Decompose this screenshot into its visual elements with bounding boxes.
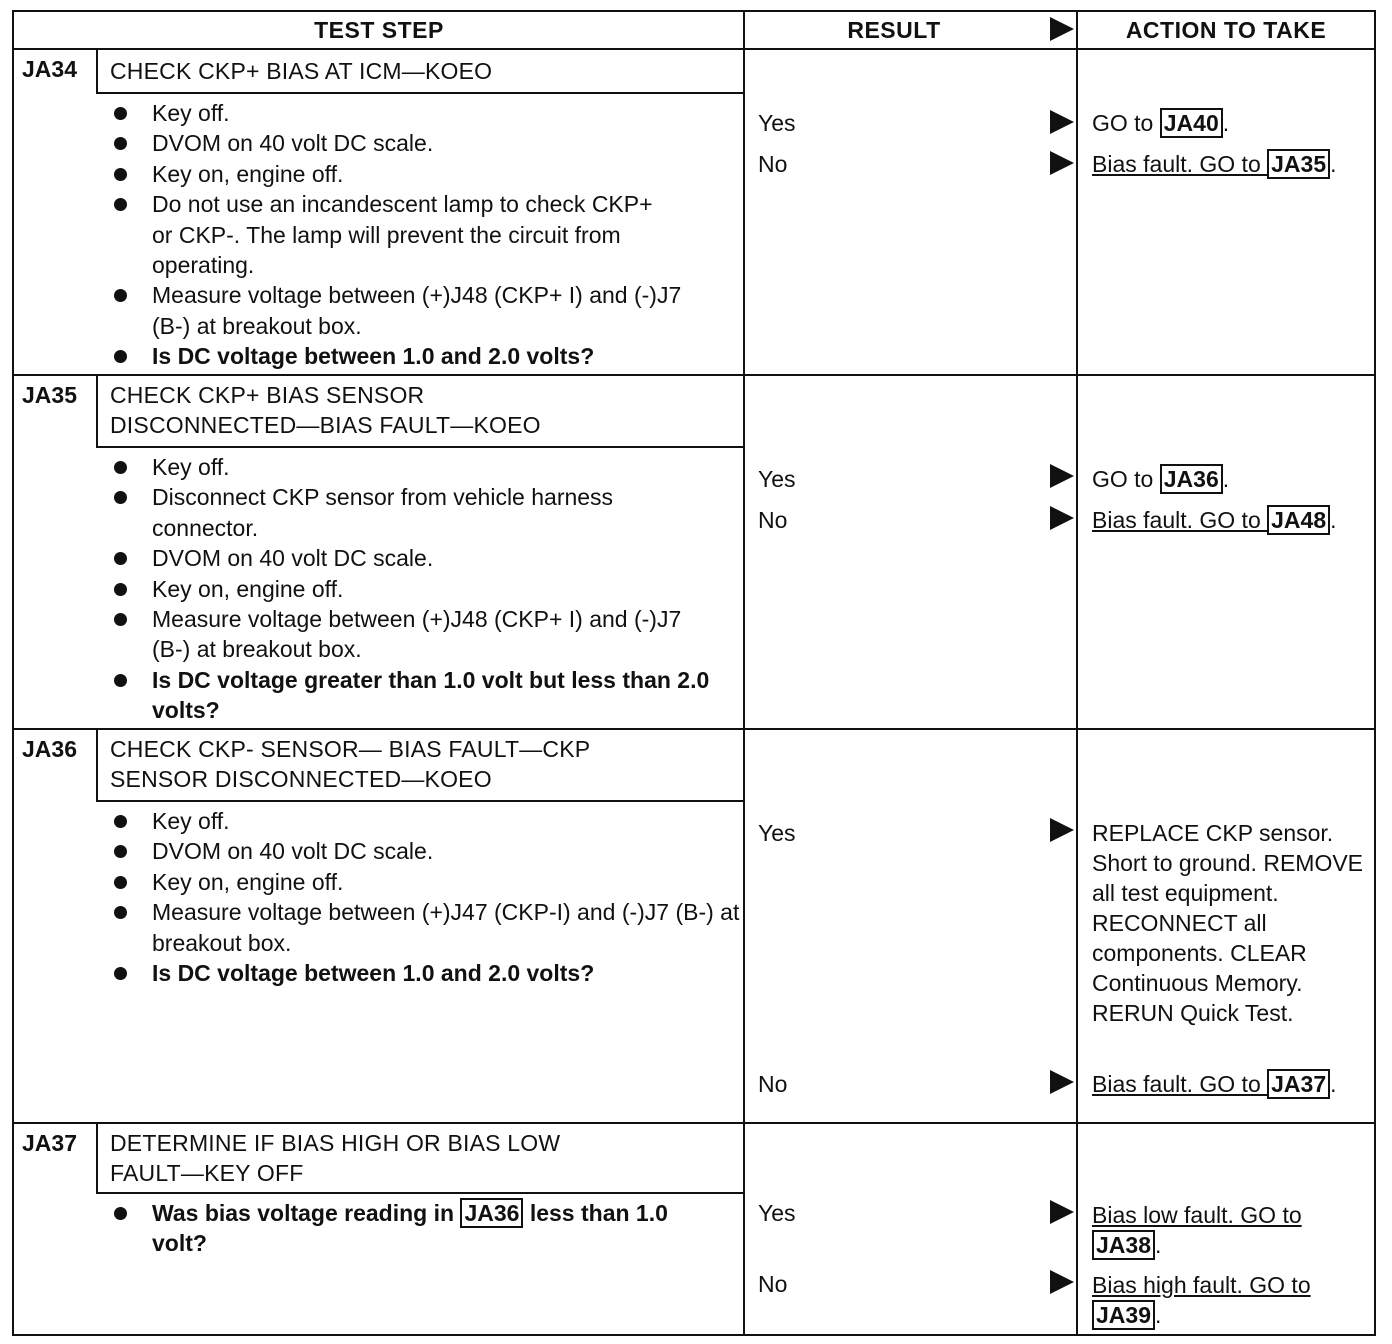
bullet-icon (114, 107, 127, 120)
step-title (110, 734, 590, 794)
result-no: No (758, 1271, 788, 1297)
title-line: FAULT—KEY OFF (110, 1160, 304, 1186)
step-text: Key off. (152, 808, 230, 834)
step-text: Key off. (152, 100, 230, 126)
header-arrow-icon (1050, 17, 1074, 41)
step-question (104, 1198, 712, 1259)
action-text: Bias fault. GO to (1092, 1071, 1268, 1097)
action-text: Bias low fault. GO to (1092, 1202, 1302, 1228)
bullet-icon (114, 350, 127, 363)
step-text: DVOM on 40 volt DC scale. (152, 130, 434, 157)
step-text: Key on, engine off. (152, 160, 344, 187)
title-underline (96, 92, 744, 94)
title-line: CHECK CKP- SENSOR— BIAS FAULT—CKP (110, 736, 591, 762)
title-underline (96, 800, 744, 802)
bullet-icon (114, 815, 127, 828)
bullet-icon (114, 137, 127, 150)
bullet-icon (114, 168, 127, 181)
id-divider (96, 376, 98, 446)
step-item (104, 98, 704, 128)
bullet-icon (114, 674, 127, 687)
action-no (1092, 1270, 1372, 1330)
title-line: CHECK CKP+ BIAS AT ICM—KOEO (110, 58, 493, 84)
step-ref-link[interactable]: JA40 (1160, 108, 1223, 138)
action-yes (1092, 464, 1372, 494)
action-suffix: . (1222, 110, 1230, 136)
step-list (104, 806, 740, 988)
step-item (104, 806, 704, 836)
title-line: DETERMINE IF BIAS HIGH OR BIAS LOW (110, 1130, 561, 1156)
bullet-icon (114, 289, 127, 302)
header-test-step: TEST STEP (314, 17, 444, 43)
diagnostic-table (12, 10, 1376, 1336)
result-no: No (758, 151, 788, 177)
bullet-icon (114, 583, 127, 596)
step-item (104, 543, 704, 573)
header-result: RESULT (847, 17, 941, 43)
step-id: JA35 (22, 382, 77, 408)
bullet-icon (114, 461, 127, 474)
action-suffix: . (1330, 151, 1337, 177)
section-ja34 (14, 50, 1374, 374)
action-text: Bias fault. GO to (1092, 507, 1268, 533)
header-action: ACTION TO TAKE (1125, 17, 1327, 43)
step-list (104, 1198, 704, 1259)
bullet-icon (114, 967, 127, 980)
action-suffix: . (1154, 1302, 1162, 1328)
action-yes (1092, 108, 1372, 138)
bullet-icon (114, 906, 127, 919)
action-suffix: . (1222, 466, 1230, 492)
bullet-icon (114, 613, 127, 626)
bullet-icon (114, 198, 127, 211)
step-question (104, 665, 732, 726)
step-id: JA34 (22, 56, 77, 82)
step-text: Disconnect CKP sensor from vehicle harness connector. (152, 484, 614, 541)
bullet-icon (114, 1207, 127, 1220)
step-text: DVOM on 40 volt DC scale. (152, 838, 434, 865)
step-title (110, 1128, 560, 1188)
title-underline (96, 1192, 744, 1194)
step-ref-link[interactable]: JA39 (1092, 1300, 1155, 1330)
step-text: Measure voltage between (+)J48 (CKP+ I) and (-)J7 (B-) at breakout box. (152, 606, 682, 663)
result-yes: Yes (758, 1200, 796, 1226)
step-item (104, 482, 722, 543)
bullet-icon (114, 876, 127, 889)
step-text: Do not use an incandescent lamp to check CKP+ or CKP-. The lamp will prevent the circuit from operating. (152, 191, 653, 279)
arrow-icon (1050, 464, 1074, 488)
step-item (104, 574, 704, 604)
step-text: Is DC voltage between 1.0 and 2.0 volts? (152, 960, 595, 987)
bullet-icon (114, 491, 127, 504)
step-title (110, 56, 492, 86)
result-yes: Yes (758, 110, 796, 136)
step-item (104, 280, 692, 341)
step-item (104, 604, 692, 665)
id-divider (96, 1124, 98, 1192)
title-line: SENSOR DISCONNECTED—KOEO (110, 766, 492, 792)
action-text: Bias fault. GO to (1092, 151, 1268, 177)
arrow-icon (1050, 151, 1074, 175)
step-list (104, 452, 710, 726)
action-suffix: . (1330, 507, 1337, 533)
step-text: Was bias voltage reading in (152, 1200, 461, 1226)
arrow-icon (1050, 506, 1074, 530)
step-text: less than 1.0 volt? (152, 1200, 668, 1257)
step-item (104, 128, 704, 158)
section-ja37 (14, 1124, 1374, 1334)
action-no (1092, 149, 1372, 179)
step-ref-link[interactable]: JA35 (1267, 149, 1330, 179)
step-text: Key on, engine off. (152, 868, 344, 895)
step-text: Key off. (152, 454, 230, 480)
step-item (104, 189, 672, 280)
step-item (104, 897, 752, 958)
result-yes: Yes (758, 466, 796, 492)
section-ja35 (14, 376, 1374, 728)
step-ref-link[interactable]: JA36 (460, 1198, 523, 1228)
step-ref-link[interactable]: JA36 (1160, 464, 1223, 494)
step-text: Measure voltage between (+)J48 (CKP+ I) and (-)J7 (B-) at breakout box. (152, 282, 682, 339)
action-no (1092, 1069, 1372, 1099)
bullet-icon (114, 552, 127, 565)
action-text: GO to (1092, 110, 1160, 136)
id-divider (96, 50, 98, 92)
step-ref-link[interactable]: JA38 (1092, 1230, 1155, 1260)
action-suffix: . (1330, 1071, 1337, 1097)
action-yes (1092, 818, 1372, 1028)
bullet-icon (114, 845, 127, 858)
step-text: Measure voltage between (+)J47 (CKP-I) and (-)J7 (B-) at breakout box. (152, 899, 740, 956)
step-ref-link[interactable]: JA48 (1267, 505, 1330, 535)
action-text: Bias high fault. GO to (1092, 1272, 1311, 1298)
action-text: GO to (1092, 466, 1160, 492)
step-question (104, 958, 704, 988)
step-title (110, 380, 541, 440)
result-no: No (758, 1071, 788, 1097)
step-ref-link[interactable]: JA37 (1267, 1069, 1330, 1099)
action-no (1092, 505, 1372, 535)
step-id: JA37 (22, 1130, 77, 1156)
arrow-icon (1050, 1200, 1074, 1224)
action-suffix: . (1154, 1232, 1162, 1258)
id-divider (96, 730, 98, 800)
title-underline (96, 446, 744, 448)
step-text: Key on, engine off. (152, 575, 344, 602)
arrow-icon (1050, 818, 1074, 842)
step-id: JA36 (22, 736, 77, 762)
step-item (104, 867, 704, 897)
result-no: No (758, 507, 788, 533)
step-item (104, 836, 704, 866)
step-text: Is DC voltage between 1.0 and 2.0 volts? (152, 343, 595, 370)
action-text: REPLACE CKP sensor. Short to ground. REMOVE all test equipment. RECONNECT all components. CLEAR Continuous Memory. RERUN Quick Test. (1092, 820, 1364, 1026)
arrow-icon (1050, 1270, 1074, 1294)
step-item (104, 452, 704, 482)
result-yes: Yes (758, 820, 796, 846)
step-question (104, 341, 704, 371)
step-list (104, 98, 704, 372)
step-text: DVOM on 40 volt DC scale. (152, 545, 434, 572)
title-line: DISCONNECTED—BIAS FAULT—KOEO (110, 412, 541, 438)
step-text: Is DC voltage greater than 1.0 volt but less than 2.0 volts? (152, 666, 710, 724)
step-item (104, 159, 704, 189)
action-yes (1092, 1200, 1372, 1260)
arrow-icon (1050, 110, 1074, 134)
arrow-icon (1050, 1070, 1074, 1094)
title-line: CHECK CKP+ BIAS SENSOR (110, 382, 425, 408)
section-ja36 (14, 730, 1374, 1122)
